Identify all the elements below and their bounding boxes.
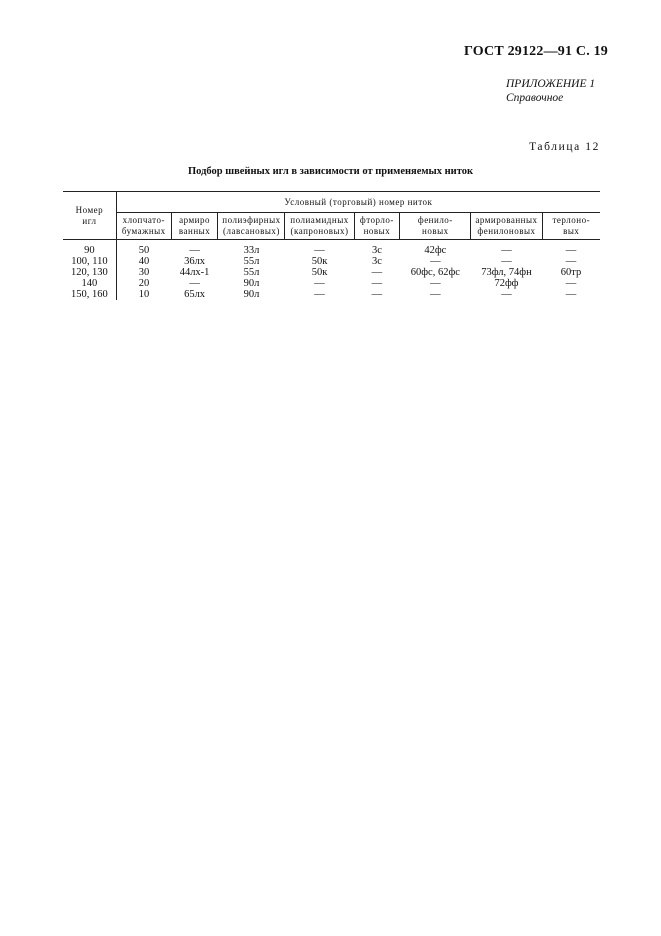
table-row: 120, 130 30 44лх-1 55л 50к — 60фс, 62фс 73фл, 74фн 60тр (63, 267, 600, 278)
appendix-block (506, 77, 595, 105)
column-header: армиро ванных (171, 213, 218, 240)
table-row: 140 20 — 90л — — — 72фф — (63, 278, 600, 289)
column-header: армированных фенилоновых (471, 213, 542, 240)
appendix-title: ПРИЛОЖЕНИЕ 1 (506, 78, 596, 90)
table-row: 100, 110 40 36лх 55л 50к 3с — — — (63, 256, 600, 267)
row-header: Номер игл (63, 192, 116, 240)
page-header: ГОСТ 29122—91 С. 19 (464, 44, 608, 59)
column-header: фенило- новых (400, 213, 471, 240)
column-header: терлоно- вых (542, 213, 600, 240)
table-number: Таблица 12 (529, 141, 600, 153)
column-header: полиамидных (капроновых) (285, 213, 354, 240)
table-row: 90 50 — 33л — 3с 42фс — — (63, 240, 600, 257)
group-header: Условный (торговый) номер ниток (116, 192, 600, 213)
needle-thread-table (63, 191, 600, 300)
column-header: хлопчато- бумажных (116, 213, 171, 240)
column-header: фторло- новых (354, 213, 400, 240)
table-caption: Подбор швейных игл в зависимости от применяемых ниток (187, 166, 474, 177)
column-header: полиэфирных (лавсановых) (218, 213, 285, 240)
appendix-subtitle: Справочное (506, 92, 564, 104)
table-row: 150, 160 10 65лх 90л — — — — — (63, 289, 600, 300)
